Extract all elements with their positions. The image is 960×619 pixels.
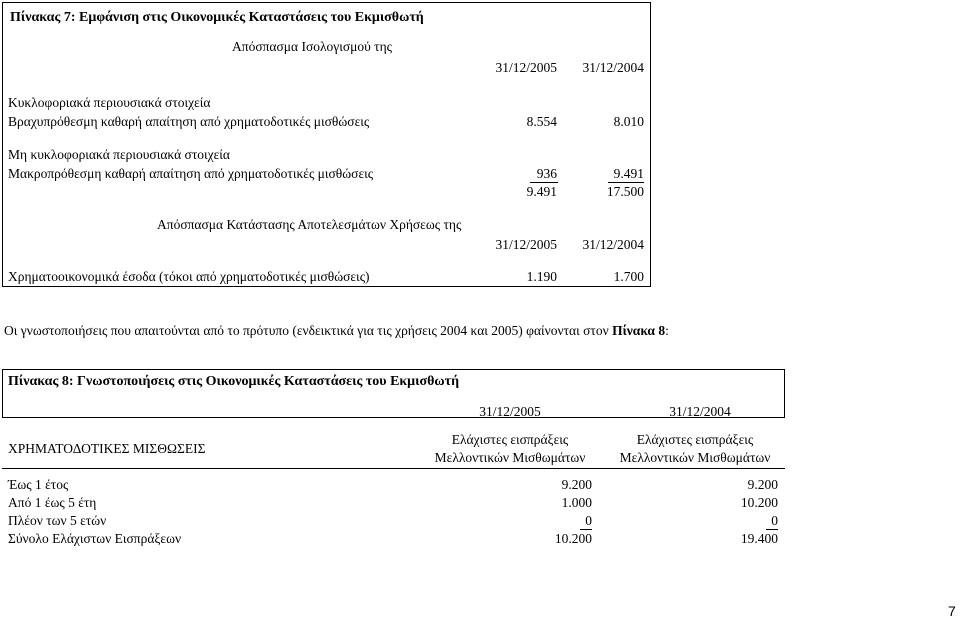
table7-title: Πίνακας 7: Εμφάνιση στις Οικονομικές Καταστάσεις του Εκμισθωτή	[10, 10, 424, 25]
t8-row-2005: 0	[585, 513, 592, 528]
disclosure-paragraph	[4, 323, 669, 339]
t8-total-label: Σύνολο Ελάχιστων Εισπράξεων	[8, 531, 182, 546]
t8-col-2005-line2: Μελλοντικών Μισθωμάτων	[434, 450, 586, 465]
current-row-2004: 8.010	[613, 114, 644, 129]
income-excerpt-title: Απόσπασμα Κατάστασης Αποτελεσμάτων Χρήσεως της	[157, 217, 462, 232]
t8-row-2004: 10.200	[740, 495, 778, 510]
paragraph-table-ref: Πίνακα 8	[612, 323, 666, 338]
income-row-2005: 1.190	[526, 269, 557, 284]
income-row-label: Χρηματοοικονομικά έσοδα (τόκοι από χρηματοδοτικές μισθώσεις)	[8, 269, 370, 284]
t8-header-rule	[2, 468, 785, 469]
noncurrent-row-2005: 936	[536, 166, 557, 181]
t8-col-2005-line1: Ελάχιστες εισπράξεις	[451, 432, 569, 447]
t8-underline-2005	[580, 529, 592, 530]
noncurrent-row-2004: 9.491	[613, 166, 644, 181]
total-row-2004: 17.500	[606, 184, 644, 199]
t8-row-2005: 1.000	[561, 495, 592, 510]
page-number: 7	[948, 603, 956, 619]
t8-underline-2004	[766, 529, 778, 530]
paragraph-end: :	[665, 323, 669, 338]
t7-income-date-2004: 31/12/2004	[582, 237, 644, 252]
underline-2004	[608, 182, 644, 183]
current-assets-heading: Κυκλοφοριακά περιουσιακά στοιχεία	[8, 95, 211, 110]
t8-row-2005: 9.200	[561, 477, 592, 492]
income-row-rule	[2, 286, 651, 287]
t8-row-label: Έως 1 έτος	[8, 477, 69, 492]
t8-col-2004-line2: Μελλοντικών Μισθωμάτων	[619, 450, 771, 465]
t7-date-2005: 31/12/2005	[495, 60, 557, 75]
t8-row-label: Πλέον των 5 ετών	[8, 513, 107, 528]
noncurrent-row-label: Μακροπρόθεσμη καθαρή απαίτηση από χρηματοδοτικές μισθώσεις	[8, 166, 374, 181]
current-row-label: Βραχυπρόθεσμη καθαρή απαίτηση από χρηματοδοτικές μισθώσεις	[8, 114, 370, 129]
current-row-2005: 8.554	[526, 114, 557, 129]
t8-row-heading: ΧΡΗΜΑΤΟΔΟΤΙΚΕΣ ΜΙΣΘΩΣΕΙΣ	[8, 441, 206, 456]
balance-excerpt-title: Απόσπασμα Ισολογισμού της	[232, 39, 393, 54]
t8-row-2004: 9.200	[747, 477, 778, 492]
t8-row-2004: 0	[771, 513, 778, 528]
underline-2005	[530, 182, 558, 183]
total-row-2005: 9.491	[526, 184, 557, 199]
income-row-2004: 1.700	[613, 269, 644, 284]
t8-col-2004-line1: Ελάχιστες εισπράξεις	[636, 432, 754, 447]
noncurrent-assets-heading: Μη κυκλοφοριακά περιουσιακά στοιχεία	[8, 147, 230, 162]
t8-date-2005: 31/12/2005	[479, 404, 541, 419]
t7-income-date-2005: 31/12/2005	[495, 237, 557, 252]
t8-date-2004: 31/12/2004	[669, 404, 731, 419]
table8-title: Πίνακας 8: Γνωστοποιήσεις στις Οικονομικές Καταστάσεις του Εκμισθωτή	[8, 374, 460, 389]
paragraph-text: Οι γνωστοποιήσεις που απαιτούνται από το πρότυπο (ενδεικτικά για τις χρήσεις 2004 και 2005) φαίνονται στον	[4, 323, 613, 338]
t8-total-2004: 19.400	[740, 531, 778, 546]
t7-date-2004: 31/12/2004	[582, 60, 644, 75]
t8-total-2005: 10.200	[554, 531, 592, 546]
t8-row-label: Από 1 έως 5 έτη	[8, 495, 97, 510]
